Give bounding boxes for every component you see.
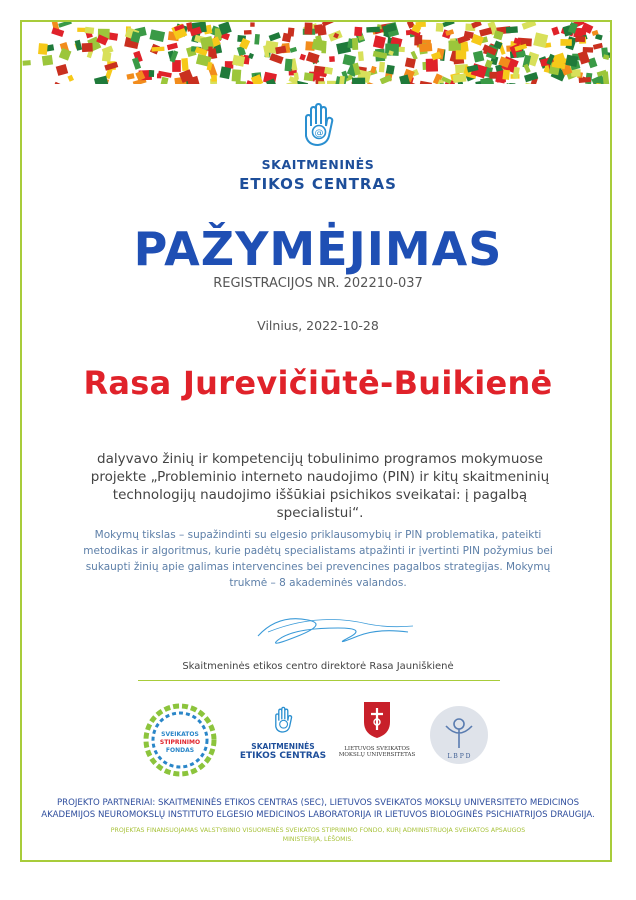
lsmu-text-1: LIETUVOS SVEIKATOS	[344, 746, 410, 752]
health-fund-logo	[142, 702, 218, 778]
funding-note: PROJEKTAS FINANSUOJAMAS VALSTYBINIO VISUOMENĖS SVEIKATOS STIPRINIMO FONDO, KURĮ ADMINISTRUOJA SVEIKATOS APSAUGOS MINISTERIJA, LĖŠOMIS.	[110, 827, 526, 843]
organization-name-line1: SKAITMENINĖS	[261, 157, 375, 172]
decorative-mosaic-banner	[22, 22, 610, 84]
place-date: Vilnius, 2022-10-28	[257, 318, 379, 333]
fund-text-1: SVEIKATOS	[161, 731, 199, 738]
director-signature	[248, 606, 418, 652]
lsmu-shield-icon	[362, 700, 392, 740]
lbpd-text: L B P D	[447, 753, 471, 760]
participation-statement: dalyvavo žinių ir kompetencijų tobulinimo programos mokymuose projekte „Probleminio interneto naudojimo (PIN) ir kitų skaitmeninių technologijų naudojimo iššūkiai psichikos sveikatai: į pagalbą specialistui“.	[90, 451, 550, 521]
svg-text:@: @	[314, 128, 324, 139]
certificate-title: PAŽYMĖJIMAS	[133, 222, 503, 276]
registration-number: REGISTRACIJOS NR. 202210-037	[213, 276, 423, 291]
hand-at-small-icon	[271, 706, 295, 734]
fund-text-2: STIPRINIMO	[159, 739, 201, 746]
training-description: Mokymų tikslas – supažindinti su elgesio priklausomybių ir PIN problematika, pateikti metodikas ir algoritmus, kurie padėtų specialistams atpažinti ir įvertinti PIN požymius bei sukaupti žinių apie galimas intervencines bei prevencines pagalbos strategijas. Mokymų trukmė – 8 akademinės valandos.	[83, 529, 553, 589]
sec-text-1: SKAITMENINĖS	[251, 742, 315, 751]
partner-logos	[0, 700, 636, 780]
project-partners: PROJEKTO PARTNERIAI: SKAITMENINĖS ETIKOS CENTRAS (SEC), LIETUVOS SVEIKATOS MOKSLŲ UNIVERSITETO MEDICINOS AKADEMIJOS NEUROMOKSLŲ INSTITUTO ELGESIO MEDICINOS LABORATORIJA IR LIETUVOS BIOLOGINĖS PSICHIATRIJOS DRAUGIJA.	[41, 798, 595, 820]
recipient-name: Rasa Jurevičiūtė-Buikienė	[83, 364, 553, 402]
lsmu-text-2: MOKSLŲ UNIVERSITETAS	[338, 752, 416, 758]
sec-text-2: ETIKOS CENTRAS	[239, 751, 327, 761]
lbpd-logo	[428, 704, 490, 766]
sec-logo	[238, 706, 328, 761]
lsmu-logo	[334, 700, 420, 758]
divider-line	[138, 680, 500, 681]
organization-name-line2: ETIKOS CENTRAS	[239, 175, 397, 193]
fund-text-3: FONDAS	[165, 747, 195, 754]
director-caption: Skaitmeninės etikos centro direktorė Rasa Jauniškienė	[182, 661, 454, 672]
hand-at-icon	[298, 102, 338, 148]
